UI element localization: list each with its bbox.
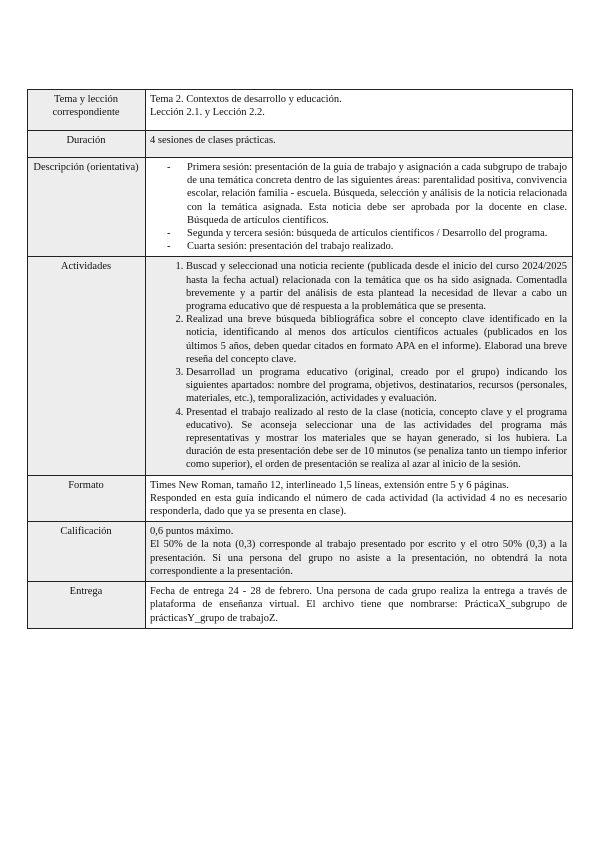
- tema-value: [146, 90, 573, 131]
- calificacion-label: Calificación: [28, 522, 146, 582]
- descripcion-item: - Primera sesión: presentación de la guía de trabajo y asignación a cada subgrupo de trabajo de una temática concreta dentro de las siguientes áreas: parentalidad positiva, convivencia escolar, relación familia - escuela. Búsqueda, selección y análisis de la noticia relacionada con la temática asignada. Esta noticia debe ser aprobada por la docente en clase. Búsqueda de artículos científicos.: [167, 161, 567, 227]
- row-tema: [28, 90, 573, 131]
- entrega-value: Fecha de entrega 24 - 28 de febrero. Una persona de cada grupo realiza la entrega a través de plataforma de enseñanza virtual. El archivo tiene que nombrarse: PrácticaX_subgrupo de prácticasY_grupo de trabajoZ.: [146, 582, 573, 629]
- actividades-value: [146, 257, 573, 475]
- row-descripcion: [28, 158, 573, 257]
- formato-value: [146, 475, 573, 522]
- calificacion-line: 0,6 puntos máximo.: [150, 526, 234, 538]
- descripcion-label: Descripción (orientativa): [28, 158, 146, 257]
- actividad-item: 1. Buscad y seleccionad una noticia reciente (publicada desde el inicio del curso 2024/2025 hasta la fecha actual) relacionada con la temática que os ha sido asignada. Comentadla brevemente y a partir del análisis de esta plantead la necesidad de llevar a cabo un programa educativo que dé respuesta a la problemática que se presenta.: [186, 260, 567, 313]
- row-actividades: [28, 257, 573, 475]
- row-entrega: [28, 582, 573, 629]
- tema-line: Tema 2. Contextos de desarrollo y educación.: [150, 94, 342, 105]
- row-duracion: [28, 131, 573, 158]
- actividad-item: 4. Presentad el trabajo realizado al resto de la clase (noticia, concepto clave y el programa educativo). Se aconseja seleccionar una de las actividades del programa más representativas y mostrar los materiales que se hayan generado, si los hubiera. La duración de esta presentación debe ser de 10 minutos (se penaliza tanto un tiempo inferior como superior), el orden de presentación se realiza al azar al inicio de la sesión.: [186, 406, 567, 472]
- formato-line: Times New Roman, tamaño 12, interlineado 1,5 líneas, extensión entre 5 y 6 páginas.: [150, 479, 509, 491]
- tema-label: Tema y lección correspondiente: [28, 90, 146, 131]
- descripcion-item: - Cuarta sesión: presentación del trabajo realizado.: [167, 240, 567, 253]
- formato-label: Formato: [28, 475, 146, 522]
- calificacion-line: El 50% de la nota (0,3) corresponde al trabajo presentado por escrito y el otro 50% (0,3) a la presentación. Si una persona del grupo no asiste a la presentación, no obtendrá la nota correspondiente a la presentación.: [150, 539, 567, 577]
- actividad-item: 3. Desarrollad un programa educativo (original, creado por el grupo) indicando los siguientes apartados: nombre del programa, objetivos, destinatarios, recursos (personales, materiales, etc.), temporalización, actividades y evaluación.: [186, 366, 567, 406]
- descripcion-item: - Segunda y tercera sesión: búsqueda de artículos científicos / Desarrollo del programa.: [167, 227, 567, 240]
- entrega-label: Entrega: [28, 582, 146, 629]
- tema-line: Lección 2.1. y Lección 2.2.: [150, 107, 265, 119]
- calificacion-value: [146, 522, 573, 582]
- duracion-label: Duración: [28, 131, 146, 158]
- row-calificacion: [28, 522, 573, 582]
- actividades-list: [150, 260, 567, 471]
- duracion-value: 4 sesiones de clases prácticas.: [146, 131, 573, 158]
- row-formato: [28, 475, 573, 522]
- task-guide-table: [27, 89, 573, 629]
- formato-line: Responded en esta guía indicando el número de cada actividad (la actividad 4 no es necesario responderla, dado que ya se presenta en clase).: [150, 492, 567, 518]
- descripcion-value: [146, 158, 573, 257]
- actividades-label: Actividades: [28, 257, 146, 475]
- actividad-item: 2. Realizad una breve búsqueda bibliográfica sobre el concepto clave identificado en la noticia, identificando al menos dos artículos científicos actuales (publicados en los últimos 5 años, deben quedar citados en formato APA en el informe). Elaborad una breve reseña del concepto clave.: [186, 313, 567, 366]
- descripcion-list: [150, 161, 567, 253]
